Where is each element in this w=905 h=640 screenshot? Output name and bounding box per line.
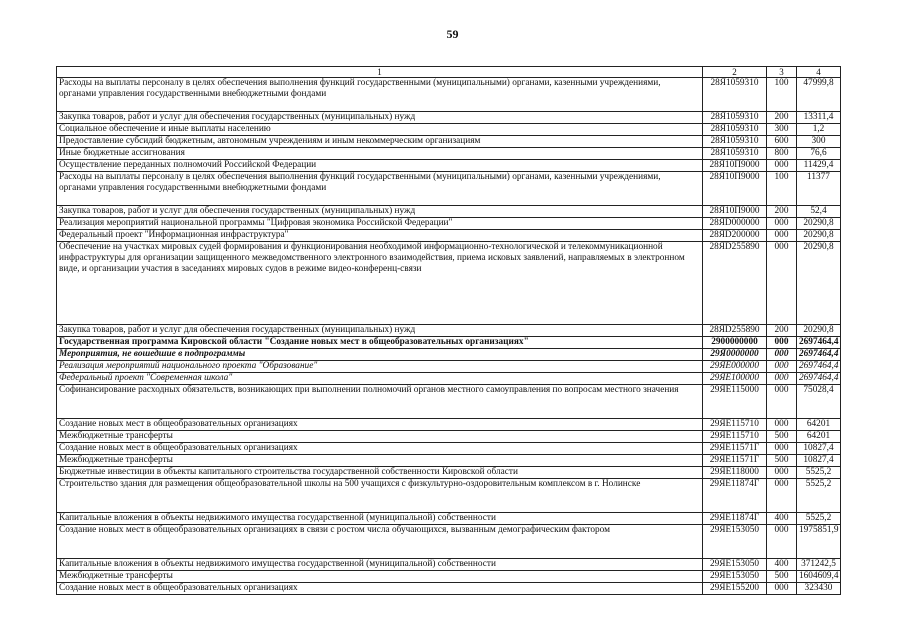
row-code: 29ЯЕ11874Г [703, 479, 767, 513]
row-type: 000 [767, 361, 797, 373]
row-amount: 20290,8 [797, 325, 841, 337]
row-amount: 75028,4 [797, 385, 841, 419]
table-row [57, 230, 841, 242]
row-description: Создание новых мест в общеобразовательных организациях [57, 443, 703, 455]
row-type: 200 [767, 112, 797, 124]
row-code: 28ЯD000000 [703, 218, 767, 230]
table-row [57, 373, 841, 385]
row-description: Капитальные вложения в объекты недвижимого имущества государственной (муниципальной) собственности [57, 559, 703, 571]
row-type: 100 [767, 172, 797, 206]
row-code: 2900000000 [703, 337, 767, 349]
row-description: Межбюджетные трансферты [57, 571, 703, 583]
row-amount: 13311,4 [797, 112, 841, 124]
row-amount: 10827,4 [797, 443, 841, 455]
row-amount: 76,6 [797, 148, 841, 160]
row-description: Строительство здания для размещения общеобразовательной школы на 500 учащихся с физкультурно-оздоровительным комплексом в г. Нолинске [57, 479, 703, 513]
row-description: Федеральный проект "Современная школа" [57, 373, 703, 385]
row-description: Закупка товаров, работ и услуг для обеспечения государственных (муниципальных) нужд [57, 206, 703, 218]
row-type: 000 [767, 525, 797, 559]
table-row [57, 160, 841, 172]
table-body [57, 67, 841, 595]
table-row [57, 513, 841, 525]
row-code: 29ЯЕ11571Г [703, 443, 767, 455]
row-code: 28Я1059310 [703, 112, 767, 124]
row-amount: 2697464,4 [797, 373, 841, 385]
row-code: 28ЯD255890 [703, 325, 767, 337]
row-code: 29Я0000000 [703, 349, 767, 361]
row-type: 000 [767, 419, 797, 431]
row-code: 29ЯЕ115710 [703, 419, 767, 431]
table-row [57, 349, 841, 361]
row-description: Закупка товаров, работ и услуг для обеспечения государственных (муниципальных) нужд [57, 112, 703, 124]
column-header-code: 2 [703, 67, 767, 78]
row-code: 29ЯЕ153050 [703, 559, 767, 571]
row-type: 800 [767, 148, 797, 160]
row-type: 200 [767, 325, 797, 337]
row-amount: 1975851,9 [797, 525, 841, 559]
row-code: 28Я1059310 [703, 124, 767, 136]
row-amount: 10827,4 [797, 455, 841, 467]
row-type: 000 [767, 385, 797, 419]
row-description: Предоставление субсидий бюджетным, автономным учреждениям и иным некоммерческим организациям [57, 136, 703, 148]
row-type: 100 [767, 78, 797, 112]
row-description: Осуществление переданных полномочий Российской Федерации [57, 160, 703, 172]
row-amount: 47999,8 [797, 78, 841, 112]
budget-table [56, 66, 841, 595]
row-amount: 2697464,4 [797, 361, 841, 373]
row-type: 500 [767, 571, 797, 583]
row-description: Реализация мероприятий национального проекта "Образование" [57, 361, 703, 373]
table-row [57, 479, 841, 513]
table-row [57, 206, 841, 218]
row-description: Создание новых мест в общеобразовательных организациях в связи с ростом числа обучающихся, вызванным демографическим фактором [57, 525, 703, 559]
row-amount: 1604609,4 [797, 571, 841, 583]
row-code: 28Я1059310 [703, 148, 767, 160]
table-row [57, 325, 841, 337]
table-row [57, 571, 841, 583]
table-row [57, 385, 841, 419]
row-code: 29ЯЕ100000 [703, 373, 767, 385]
table-row [57, 583, 841, 595]
row-amount: 11429,4 [797, 160, 841, 172]
table-row [57, 218, 841, 230]
page-number: 59 [446, 27, 459, 41]
row-code: 28Я1059310 [703, 78, 767, 112]
row-code: 28Я1059310 [703, 136, 767, 148]
row-amount: 371242,5 [797, 559, 841, 571]
table-row [57, 242, 841, 325]
row-amount: 2697464,4 [797, 337, 841, 349]
row-type: 400 [767, 513, 797, 525]
row-code: 28ЯD200000 [703, 230, 767, 242]
row-code: 28Я10П9000 [703, 160, 767, 172]
row-amount: 2697464,4 [797, 349, 841, 361]
row-amount: 1,2 [797, 124, 841, 136]
row-description: Иные бюджетные ассигнования [57, 148, 703, 160]
row-amount: 52,4 [797, 206, 841, 218]
row-description: Федеральный проект "Информационная инфраструктура" [57, 230, 703, 242]
row-type: 000 [767, 467, 797, 479]
row-code: 29ЯЕ11571Г [703, 455, 767, 467]
table-row [57, 136, 841, 148]
row-type: 000 [767, 160, 797, 172]
row-description: Реализация мероприятий национальной программы "Цифровая экономика Российской Федерации" [57, 218, 703, 230]
table-row [57, 361, 841, 373]
row-amount: 5525,2 [797, 513, 841, 525]
row-description: Обеспечение на участках мировых судей формирования и функционирования необходимой информационно-технологической и телекоммуникационной инфраструктуры для организации защищенного межведомственного электронного взаимодействия, приема исковых заявлений, направляемых в электронном виде, и организации участия в заседаниях мировых судов в режиме видео-конференц-связи [57, 242, 703, 325]
row-type: 200 [767, 206, 797, 218]
row-type: 300 [767, 124, 797, 136]
row-amount: 64201 [797, 431, 841, 443]
row-description: Создание новых мест в общеобразовательных организациях [57, 419, 703, 431]
row-code: 29ЯЕ115710 [703, 431, 767, 443]
row-type: 000 [767, 583, 797, 595]
table-row [57, 337, 841, 349]
row-amount: 5525,2 [797, 467, 841, 479]
row-type: 000 [767, 230, 797, 242]
row-code: 28ЯD255890 [703, 242, 767, 325]
row-description: Мероприятия, не вошедшие в подпрограммы [57, 349, 703, 361]
row-code: 28Я10П9000 [703, 172, 767, 206]
row-description: Расходы на выплаты персоналу в целях обеспечения выполнения функций государственными (муниципальными) органами, казенными учреждениями, органами управления государственными внебюджетными фондами [57, 78, 703, 112]
row-type: 000 [767, 373, 797, 385]
row-amount: 20290,8 [797, 242, 841, 325]
column-header-type: 3 [767, 67, 797, 78]
table-row [57, 525, 841, 559]
row-description: Межбюджетные трансферты [57, 431, 703, 443]
row-type: 000 [767, 337, 797, 349]
row-description: Государственная программа Кировской области "Создание новых мест в общеобразовательных организациях" [57, 337, 703, 349]
column-header-description: 1 [57, 67, 703, 78]
row-description: Софинансирование расходных обязательств, возникающих при выполнении полномочий органов местного самоуправления по вопросам местного значения [57, 385, 703, 419]
table-row [57, 172, 841, 206]
row-description: Межбюджетные трансферты [57, 455, 703, 467]
row-code: 29ЯЕ153050 [703, 571, 767, 583]
table-row [57, 419, 841, 431]
row-type: 500 [767, 455, 797, 467]
table-row [57, 431, 841, 443]
row-description: Бюджетные инвестиции в объекты капитального строительства государственной собственности Кировской области [57, 467, 703, 479]
table-row [57, 124, 841, 136]
row-description: Закупка товаров, работ и услуг для обеспечения государственных (муниципальных) нужд [57, 325, 703, 337]
row-amount: 20290,8 [797, 218, 841, 230]
row-description: Капитальные вложения в объекты недвижимого имущества государственной (муниципальной) собственности [57, 513, 703, 525]
row-description: Расходы на выплаты персоналу в целях обеспечения выполнения функций государственными (муниципальными) органами, казенными учреждениями, органами управления государственными внебюджетными фондами [57, 172, 703, 206]
row-amount: 20290,8 [797, 230, 841, 242]
row-amount: 323430 [797, 583, 841, 595]
table-row [57, 148, 841, 160]
row-amount: 5525,2 [797, 479, 841, 513]
table-row [57, 112, 841, 124]
row-type: 400 [767, 559, 797, 571]
table-row [57, 443, 841, 455]
row-type: 000 [767, 479, 797, 513]
table-row [57, 467, 841, 479]
row-code: 29ЯЕ153050 [703, 525, 767, 559]
row-amount: 11377 [797, 172, 841, 206]
row-code: 29ЯЕ155200 [703, 583, 767, 595]
row-code: 29ЯЕ11874Г [703, 513, 767, 525]
row-code: 28Я10П9000 [703, 206, 767, 218]
table-header-row [57, 67, 841, 78]
row-amount: 300 [797, 136, 841, 148]
table-row [57, 455, 841, 467]
table-row [57, 559, 841, 571]
row-code: 29ЯЕ000000 [703, 361, 767, 373]
row-type: 000 [767, 349, 797, 361]
column-header-amount: 4 [797, 67, 841, 78]
row-type: 500 [767, 431, 797, 443]
row-type: 000 [767, 218, 797, 230]
row-code: 29ЯЕ118000 [703, 467, 767, 479]
row-type: 000 [767, 242, 797, 325]
row-description: Социальное обеспечение и иные выплаты населению [57, 124, 703, 136]
row-type: 600 [767, 136, 797, 148]
row-description: Создание новых мест в общеобразовательных организациях [57, 583, 703, 595]
row-amount: 64201 [797, 419, 841, 431]
row-type: 000 [767, 443, 797, 455]
row-code: 29ЯЕ115000 [703, 385, 767, 419]
table-row [57, 78, 841, 112]
